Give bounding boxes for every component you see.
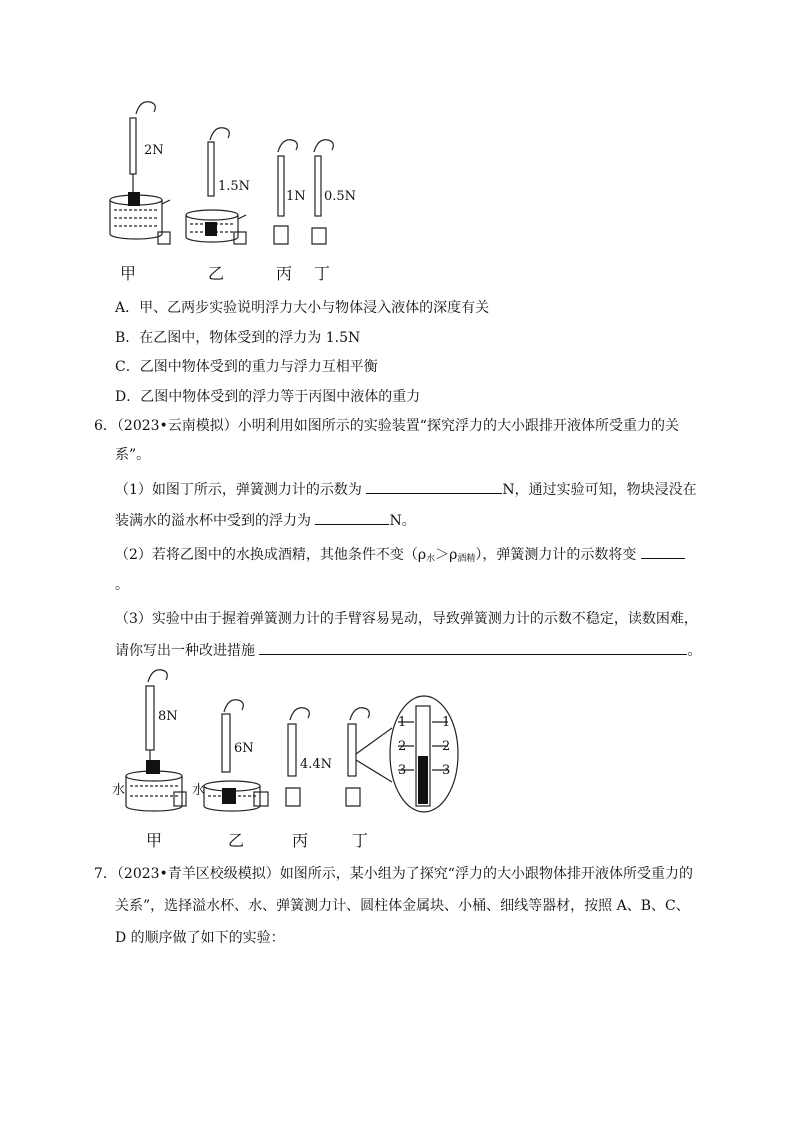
question-7-line2: 关系”，选择溢水杯、水、弹簧测力计、圆柱体金属块、小桶、细线等器材，按照 A、B、C、	[115, 898, 690, 914]
option-d: D．乙图中物体受到的浮力等于丙图中液体的重力	[115, 389, 421, 405]
caption-yi: 乙	[208, 264, 225, 283]
reading-jia: 8N	[158, 709, 178, 724]
scale-number-3-left: 3	[398, 763, 407, 778]
question-7-line1: 7．（2023•青羊区校级模拟）如图所示，某小组为了探究“浮力的大小跟物体排开液体所受重力的	[94, 866, 693, 882]
scale-number-1-right: 1	[442, 715, 451, 730]
caption-yi: 乙	[228, 831, 245, 850]
question-6-stem-line2: 系”。	[115, 447, 151, 463]
reading-bing: 1N	[286, 189, 306, 204]
scale-number-1-left: 1	[398, 715, 407, 730]
scale-number-2-left: 2	[398, 739, 407, 754]
answer-blank[interactable]	[315, 510, 389, 525]
reading-yi: 1.5N	[218, 179, 251, 194]
question-6-stem: 6．（2023•云南模拟）小明利用如图所示的实验装置“探究浮力的大小跟排开液体所受重力的关	[94, 418, 679, 434]
answer-blank[interactable]	[259, 640, 687, 655]
part-3-line1: （3）实验中由于握着弹簧测力计的手臂容易晃动，导致弹簧测力计的示数不稳定，读数困难，	[115, 611, 698, 627]
answer-blank[interactable]	[366, 479, 502, 494]
figure-1	[100, 92, 400, 260]
question-number: 6．	[94, 418, 117, 434]
caption-ding: 丁	[352, 831, 369, 850]
caption-jia: 甲	[146, 831, 163, 850]
reading-bing: 4.4N	[300, 757, 333, 772]
figure-2	[108, 664, 488, 824]
water-label-yi: 水	[192, 783, 206, 798]
caption-jia: 甲	[120, 264, 137, 283]
reading-ding: 0.5N	[324, 189, 357, 204]
reading-jia: 2N	[144, 143, 164, 158]
option-b: B．在乙图中，物体受到的浮力为 1.5N	[115, 330, 361, 346]
part-1-line1: （1）如图丁所示，弹簧测力计的示数为 N，通过实验可知，物块浸没在	[115, 479, 697, 500]
option-c: C．乙图中物体受到的重力与浮力互相平衡	[115, 359, 378, 375]
caption-bing: 丙	[292, 831, 309, 850]
part-1-line2: 装满水的溢水杯中受到的浮力为 N。	[115, 510, 416, 531]
scale-number-2-right: 2	[442, 739, 451, 754]
question-number: 7．	[94, 866, 117, 882]
caption-bing: 丙	[276, 264, 293, 283]
water-label-jia: 水	[112, 783, 126, 798]
part-2-line2: 。	[115, 577, 129, 593]
option-a: A．甲、乙两步实验说明浮力大小与物体浸入液体的深度有关	[115, 300, 490, 316]
part-2-line1: （2）若将乙图中的水换成酒精，其他条件不变（ρ水＞ρ酒精），弹簧测力计的示数将变	[115, 544, 685, 569]
scale-number-3-right: 3	[442, 763, 451, 778]
caption-ding: 丁	[314, 264, 331, 283]
answer-blank[interactable]	[641, 544, 685, 559]
part-3-line2: 请你写出一种改进措施 。	[115, 640, 701, 661]
question-7-line3: D 的顺序做了如下的实验：	[115, 930, 285, 946]
reading-yi: 6N	[234, 741, 254, 756]
